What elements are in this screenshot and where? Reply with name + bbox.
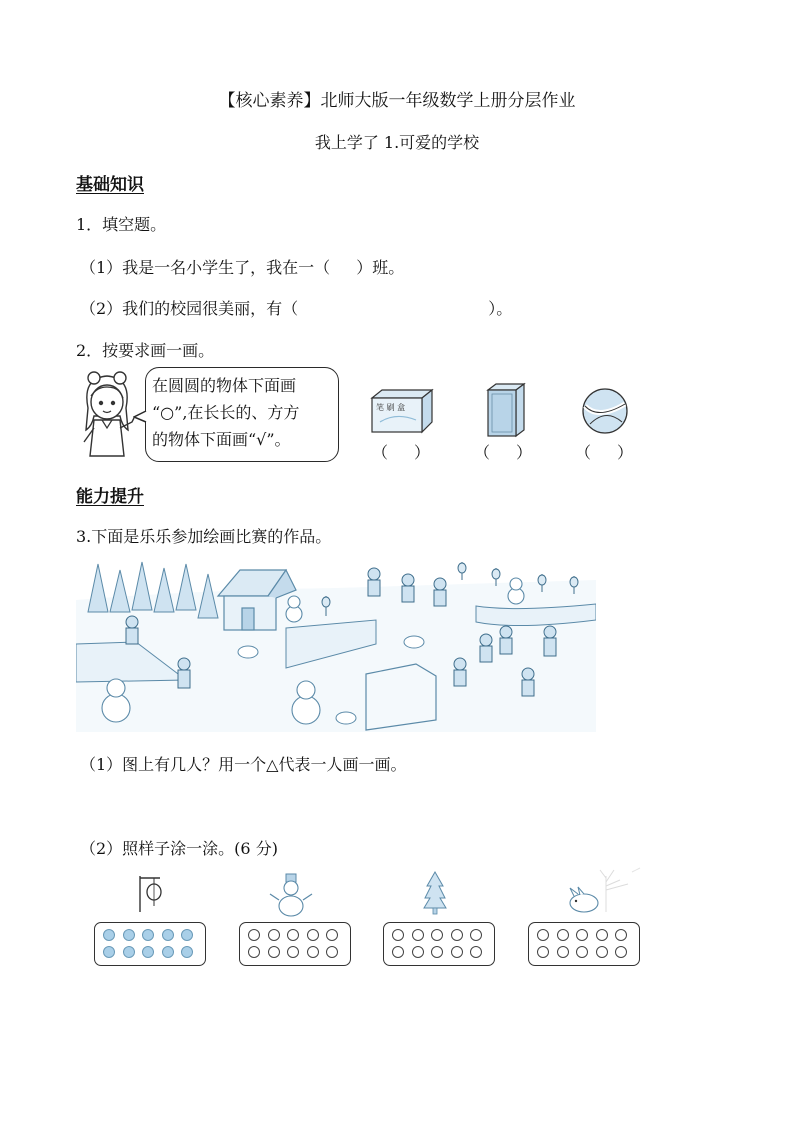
ten-frame-circle[interactable] [326,929,338,941]
ten-frame-circle[interactable] [431,929,443,941]
ten-frame-circle[interactable] [470,946,482,958]
ten-frame-circle[interactable] [307,929,319,941]
ten-frame-circle[interactable] [557,946,569,958]
box-label: 笔 刷 盒 [376,403,406,412]
winter-scene-illustration [76,560,596,732]
q1-item1-text-b: ）班。 [356,258,405,277]
q1-item2-text-a: （2）我们的校园很美丽，有（ [80,299,299,318]
ten-frame-circle[interactable] [451,946,463,958]
paren-open: （ [474,443,491,462]
ten-frame-circle[interactable] [412,946,424,958]
question-1-item-2 [80,296,512,319]
bubble-line-1: 在圆圆的物体下面画 [152,376,297,395]
ten-frame-circle[interactable] [596,946,608,958]
ten-frame-circle[interactable] [287,929,299,941]
lantern-icon [136,874,166,914]
answer-paren-ball[interactable] [575,440,633,463]
question-3-label: 3.下面是乐乐参加绘画比赛的作品。 [76,527,332,546]
ten-frame-rabbit[interactable] [528,922,640,966]
ten-frame-circle[interactable] [576,929,588,941]
ten-frame-lantern[interactable] [94,922,206,966]
question-1-item-1 [80,255,404,278]
ten-frame-circle[interactable] [248,946,260,958]
instruction-speech-bubble [145,367,339,462]
ten-frame-circle[interactable] [162,929,174,941]
ten-frame-circle[interactable] [576,946,588,958]
bubble-line-3: 的物体下面画“√”。 [152,430,291,449]
answer-paren-book[interactable] [474,440,532,463]
ten-frame-circle[interactable] [162,946,174,958]
question-2-label: 2．按要求画一画。 [76,341,215,360]
question-3-sub-1: （1）图上有几人？用一个△代表一人画一画。 [80,755,407,774]
bubble-tail [133,410,147,424]
paren-close: ） [414,443,431,462]
page-title: 【核心素养】北师大版一年级数学上册分层作业 [218,91,576,111]
ten-frame-circle[interactable] [103,946,115,958]
ten-frame-circle[interactable] [557,929,569,941]
girl-illustration [74,368,140,464]
question-1-label: 1．填空题。 [76,215,167,234]
ten-frame-circle[interactable] [103,929,115,941]
section-heading-basic: 基础知识 [76,175,144,195]
ten-frame-circle[interactable] [268,929,280,941]
paren-close: ） [516,443,533,462]
ten-frame-circle[interactable] [326,946,338,958]
ten-frame-circle[interactable] [451,929,463,941]
tree-icon [422,870,448,916]
ten-frame-tree[interactable] [383,922,495,966]
ten-frame-circle[interactable] [268,946,280,958]
ball-illustration [580,386,630,436]
ten-frame-circle[interactable] [615,929,627,941]
ten-frame-circle[interactable] [470,929,482,941]
ten-frame-circle[interactable] [537,929,549,941]
ten-frame-circle[interactable] [596,929,608,941]
bubble-line-2: “○”,在长长的、方方 [152,403,300,422]
ten-frame-circle[interactable] [431,946,443,958]
ten-frame-circle[interactable] [412,929,424,941]
ten-frame-circle[interactable] [123,946,135,958]
question-3-sub-2: （2）照样子涂一涂。(6 分) [80,839,278,858]
paren-close: ） [617,443,634,462]
q1-item2-text-b: ）。 [488,299,513,318]
ten-frame-circle[interactable] [181,929,193,941]
ten-frame-circle[interactable] [142,946,154,958]
answer-paren-box[interactable] [372,440,430,463]
ten-frame-circle[interactable] [392,929,404,941]
ten-frame-circle[interactable] [615,946,627,958]
snowman-icon [268,872,314,918]
ten-frame-circle[interactable] [287,946,299,958]
ten-frame-circle[interactable] [142,929,154,941]
section-heading-ability: 能力提升 [76,487,144,507]
ten-frame-circle[interactable] [123,929,135,941]
ten-frame-circle[interactable] [537,946,549,958]
book-illustration [484,382,528,438]
ten-frame-circle[interactable] [248,929,260,941]
ten-frame-circle[interactable] [181,946,193,958]
faded-tree-sketch [598,866,642,916]
q1-item1-text-a: （1）我是一名小学生了，我在一（ [80,258,331,277]
ten-frame-snowman[interactable] [239,922,351,966]
pencil-box-illustration [368,388,434,434]
ten-frame-circle[interactable] [392,946,404,958]
paren-open: （ [575,443,592,462]
page-subtitle: 我上学了 1.可爱的学校 [314,133,480,152]
paren-open: （ [372,443,389,462]
ten-frame-circle[interactable] [307,946,319,958]
